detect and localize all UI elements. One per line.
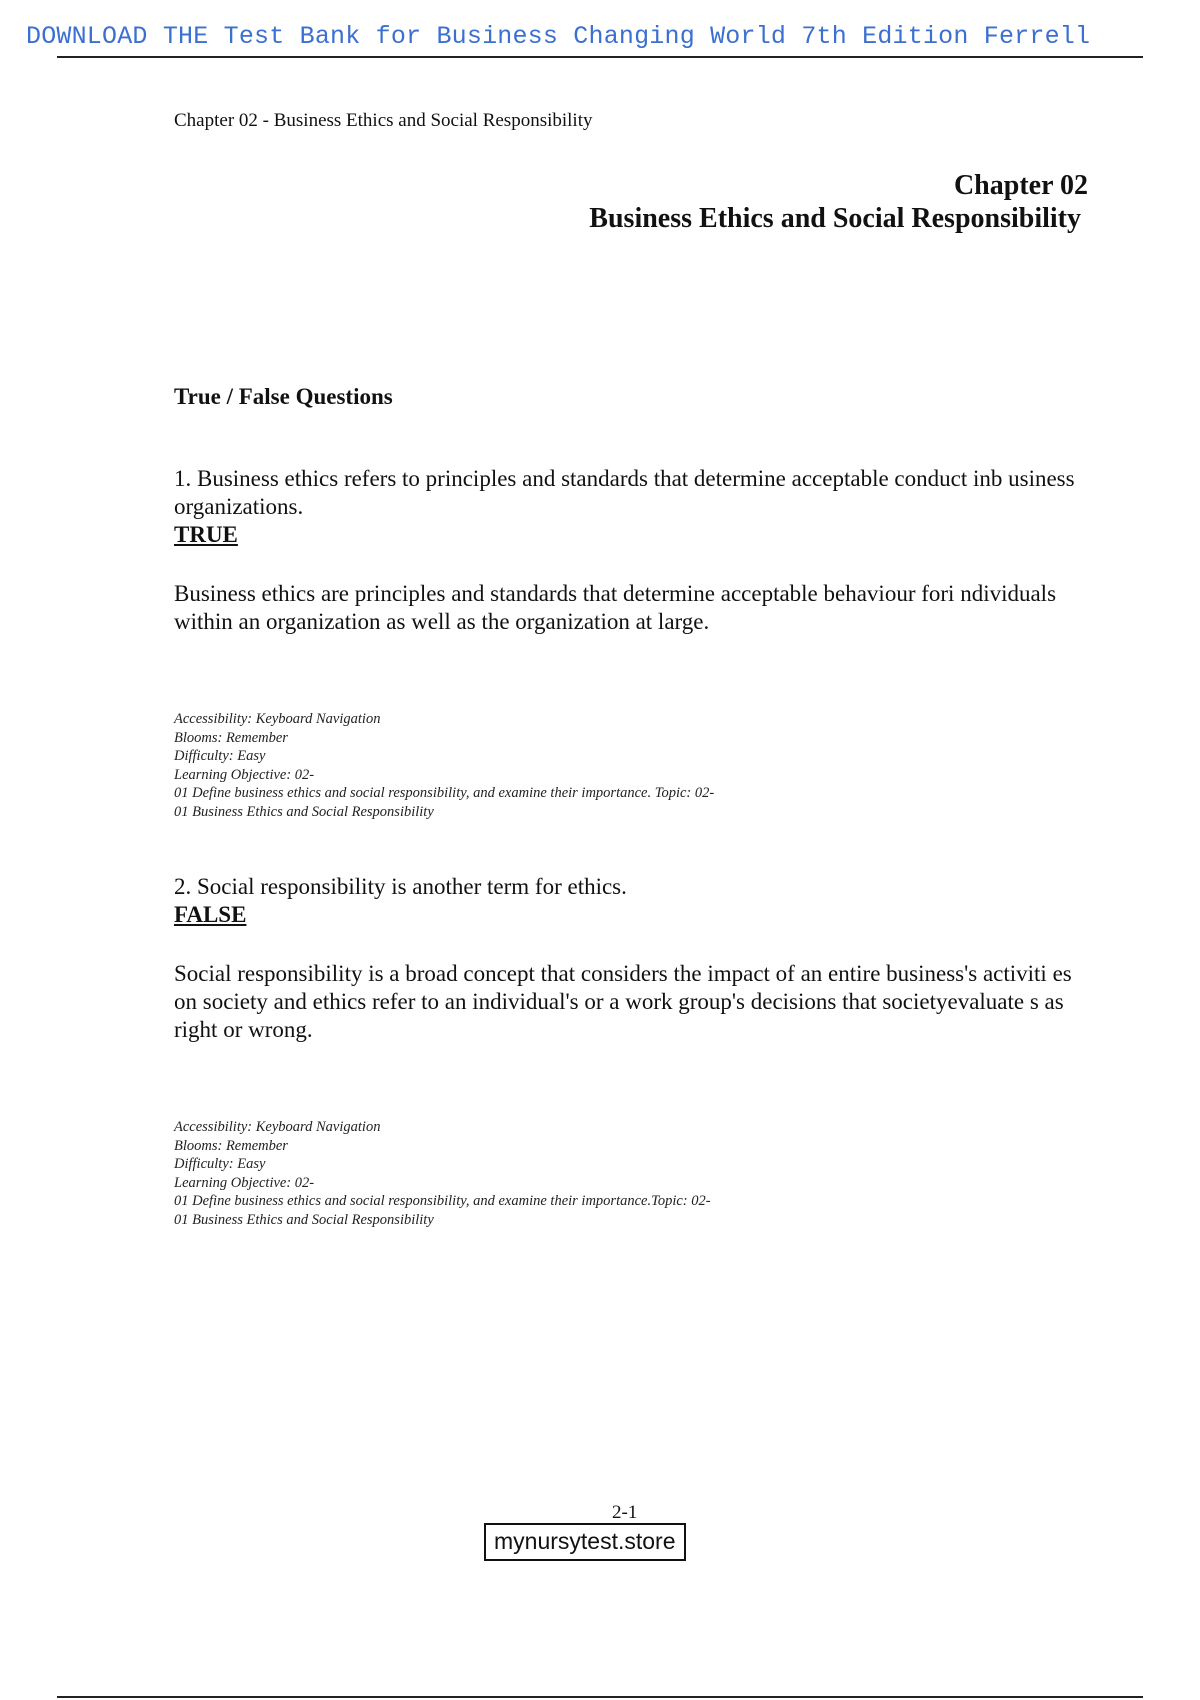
meta-line: Blooms: Remember: [174, 729, 288, 746]
question-text: 1. Business ethics refers to principles and standards that determine acceptable conduct inb usiness organizations.: [174, 466, 1075, 519]
running-head: Chapter 02 - Business Ethics and Social Responsibility: [174, 110, 593, 131]
meta-line: 01 Define business ethics and social responsibility, and examine their importance. Topic: 02-: [174, 785, 715, 801]
meta-line: Difficulty: Easy: [174, 1156, 266, 1172]
meta-line: 01 Define business ethics and social responsibility, and examine their importance.Topic: 02-: [174, 1193, 711, 1209]
explanation-text: Business ethics are principles and standards that determine acceptable behaviour fori ndividuals within an organization as well as the organization at large.: [174, 581, 1057, 634]
meta-line: Accessibility: Keyboard Navigation: [174, 1119, 381, 1135]
meta-line: 01 Business Ethics and Social Responsibility: [174, 1211, 434, 1228]
meta-line: Accessibility: Keyboard Navigation: [174, 711, 381, 727]
question-text: 2. Social responsibility is another term for ethics.: [174, 874, 627, 899]
question-answer: FALSE: [174, 902, 247, 927]
meta-line: Blooms: Remember: [174, 1137, 288, 1154]
question-1-metadata: [174, 710, 1094, 821]
meta-line: Learning Objective: 02-: [174, 766, 315, 783]
question-1-explanation: [174, 580, 1094, 636]
page-number: 2-1: [612, 1502, 638, 1523]
section-title: True / False Questions: [174, 384, 393, 409]
meta-line: Learning Objective: 02-: [174, 1174, 315, 1191]
meta-line: Difficulty: Easy: [174, 748, 266, 764]
question-2-metadata: [174, 1118, 1094, 1229]
question-2-explanation: [174, 960, 1094, 1044]
question-answer: TRUE: [174, 522, 238, 547]
question-1: [174, 465, 1094, 549]
question-2: [174, 873, 1094, 929]
top-rule: [57, 56, 1143, 58]
site-stamp-link[interactable]: mynursytest.store: [484, 1523, 686, 1561]
download-banner-link[interactable]: DOWNLOAD THE Test Bank for Business Changing World 7th Edition Ferrell: [26, 22, 1091, 51]
chapter-title: Business Ethics and Social Responsibility: [589, 203, 1081, 234]
meta-line: 01 Business Ethics and Social Responsibility: [174, 803, 434, 820]
chapter-number: Chapter 02: [953, 170, 1088, 201]
explanation-text: Social responsibility is a broad concept that considers the impact of an entire business's activiti es on society and ethics refer to an individual's or a work group's decisions that societyevaluate s as right or wrong.: [174, 961, 1072, 1042]
bottom-rule: [57, 1696, 1143, 1698]
